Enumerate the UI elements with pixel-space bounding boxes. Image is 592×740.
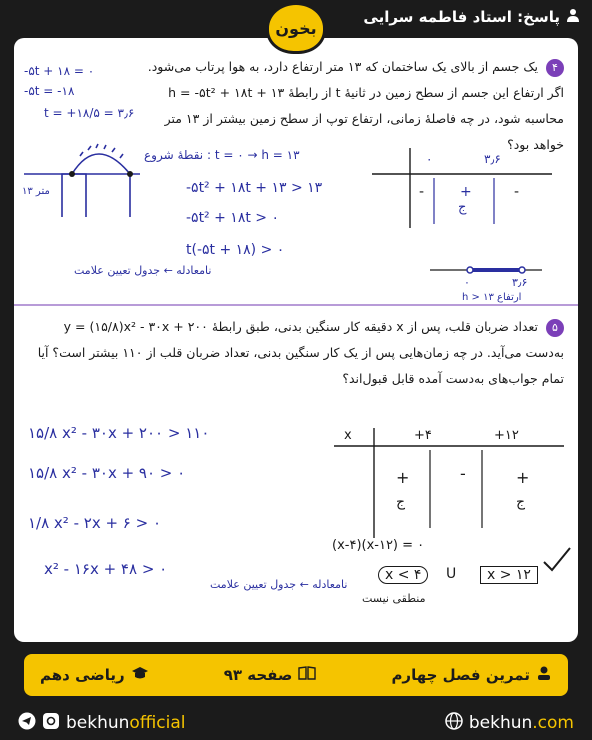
hand-q4-step2: -۵t² + ۱۸t > ۰ bbox=[186, 210, 279, 226]
hand-root-2: -۵t = -۱۸ bbox=[24, 84, 75, 98]
question-divider bbox=[14, 304, 578, 306]
q5-union: U bbox=[446, 566, 457, 582]
q5-table-root-2: +۱۲ bbox=[494, 428, 519, 443]
q5-sign-table bbox=[334, 428, 574, 538]
q4-sign-2: + bbox=[460, 184, 472, 200]
hand-root-1: -۵t + ۱۸ = ۰ bbox=[24, 64, 95, 78]
q5-logic-note: منطقی نیست bbox=[362, 592, 426, 605]
trajectory-sketch bbox=[22, 142, 142, 224]
answer-label: پاسخ: استاد فاطمه سرایی bbox=[363, 8, 560, 26]
hand-q4-step3: t(-۵t + ۱۸) > ۰ bbox=[186, 242, 285, 258]
hand-q5-sign-note: نامعادله ← جدول تعیین علامت bbox=[210, 578, 348, 591]
q5-answer-left: x < ۴ bbox=[378, 566, 428, 584]
q4-table-zero: ۰ bbox=[426, 152, 433, 166]
q4-sign-table bbox=[372, 148, 572, 298]
lesson-title: تمرین فصل چهارم bbox=[391, 666, 530, 684]
q4-accept-mark: ج bbox=[458, 200, 467, 215]
user-icon bbox=[566, 8, 580, 26]
telegram-icon bbox=[18, 712, 36, 735]
question-number: ۴ bbox=[546, 59, 564, 77]
site-suffix: .com bbox=[532, 713, 574, 733]
site-prefix: bekhun bbox=[468, 713, 533, 733]
q5-sign-1: + bbox=[396, 468, 410, 487]
graduation-cap-icon bbox=[131, 666, 149, 684]
grade-label: ریاضی دهم bbox=[40, 666, 125, 684]
q5-accept-mark-1: ج bbox=[396, 494, 406, 510]
q5-accept-mark-2: ج bbox=[516, 494, 526, 510]
page-group bbox=[224, 666, 317, 684]
q4-sign-3: - bbox=[514, 184, 520, 200]
website-link[interactable] bbox=[445, 712, 574, 735]
globe-icon bbox=[445, 712, 463, 735]
hand-q4-step1: -۵t² + ۱۸t + ۱۳ > ۱۳ bbox=[186, 180, 323, 196]
q4-line-note: h > ۱۳ ارتفاع bbox=[462, 292, 522, 303]
q4-table-root: ۳٫۶ bbox=[484, 152, 501, 166]
q5-factored: (x-۴)(x-۱۲) = ۰ bbox=[332, 538, 425, 553]
page-number: صفحه ۹۳ bbox=[223, 666, 293, 684]
q5-table-root-1: +۴ bbox=[414, 428, 432, 443]
building-height-label: ۱۳ متر bbox=[22, 186, 50, 197]
lesson-group bbox=[391, 665, 552, 685]
solution-sheet bbox=[14, 38, 578, 642]
q5-answer-right: x > ۱۲ bbox=[480, 566, 538, 584]
hand-q4-sign-note: نامعادله ← جدول تعیین علامت bbox=[74, 264, 212, 277]
q5-sign-2: - bbox=[460, 464, 466, 483]
handle-suffix: official bbox=[129, 713, 186, 733]
lesson-info-bar bbox=[24, 654, 568, 696]
question-number: ۵ bbox=[546, 319, 564, 337]
hand-start-note: نقطهٔ شروع : t = ۰ → h = ۱۳ bbox=[144, 148, 300, 162]
q4-sign-1: - bbox=[419, 184, 425, 200]
q4-line-root: ۳٫۶ bbox=[512, 276, 528, 289]
hand-q5-step3: ۱/۸ x² - ۲x + ۶ > ۰ bbox=[28, 514, 162, 532]
grade-group bbox=[40, 666, 149, 684]
social-bar bbox=[0, 706, 592, 740]
teacher-icon bbox=[536, 665, 552, 685]
q5-table-x: x bbox=[344, 428, 352, 443]
hand-q5-step4: x² - ۱۶x + ۴۸ > ۰ bbox=[44, 560, 168, 578]
answer-author bbox=[363, 8, 580, 26]
hand-q5-step2: ۱۵/۸ x² - ۳۰x + ۹۰ > ۰ bbox=[28, 464, 186, 482]
q4-line-zero: ۰ bbox=[464, 276, 470, 289]
hand-q5-step1: ۱۵/۸ x² - ۳۰x + ۲۰۰ > ۱۱۰ bbox=[28, 424, 210, 442]
handle-prefix: bekhun bbox=[66, 713, 130, 733]
check-mark-icon bbox=[542, 544, 572, 574]
social-handle[interactable] bbox=[18, 712, 185, 735]
instagram-icon bbox=[42, 712, 60, 735]
bekhun-logo: بخون bbox=[266, 2, 326, 54]
hand-root-3: t = +۱۸/۵ = ۳٫۶ bbox=[44, 106, 135, 120]
question-4-text: یک جسم از بالای یک ساختمان که ۱۳ متر ارتفاع دارد، به هوا پرتاب می‌شود. اگر ارتفاع این جسم از سطح زمین در ثانیهٔ t از رابطهٔ h = -۵t² + ۱۸t + ۱۳ محاسبه شود، در چه فاصلهٔ زمانی، ارتفاع توپ از سطح زمین بیشتر از ۱۳ متر خواهد بود؟ bbox=[147, 59, 564, 152]
book-icon bbox=[298, 666, 316, 684]
q5-sign-3: + bbox=[516, 468, 530, 487]
question-5-text: تعداد ضربان قلب، پس از x دقیقه کار سنگین بدنی، طبق رابطهٔ y = (۱۵/۸)x² - ۳۰x + ۲۰۰ به‌دست می‌آید. در چه زمان‌هایی پس از یک کار سنگین بدنی، تعداد ضربان قلب از ۱۱۰ بیشتر است؟ آیا تمام جواب‌های به‌دست آمده قابل قبول‌اند؟ bbox=[37, 319, 564, 386]
question-4 bbox=[144, 54, 564, 158]
question-5 bbox=[24, 314, 564, 392]
